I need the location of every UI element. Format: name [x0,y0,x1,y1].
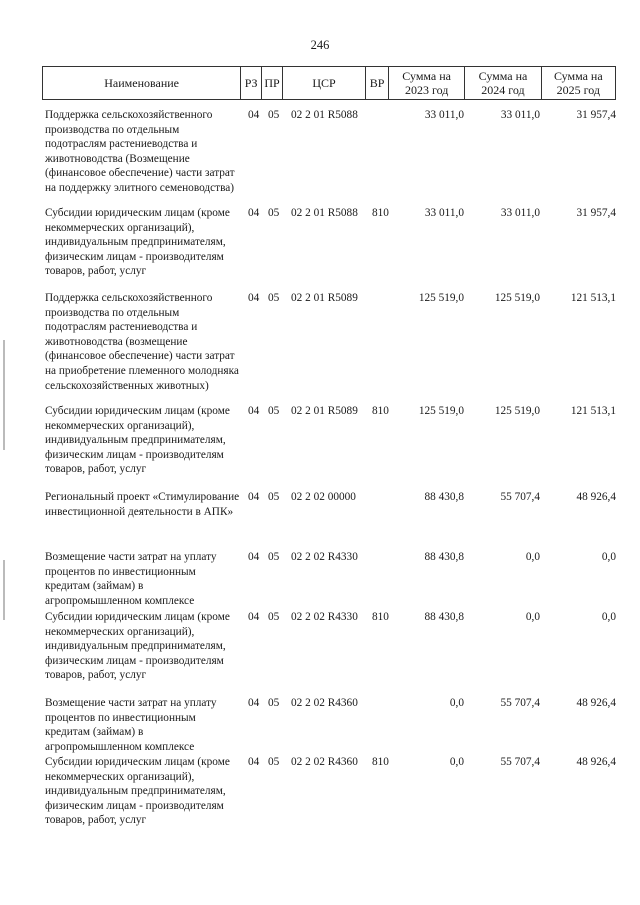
row-sum-2023: 88 430,8 [424,491,464,503]
row-sum-2023: 33 011,0 [424,207,464,219]
row-rz: 04 [248,109,260,121]
row-sum-2025: 121 513,1 [570,405,616,417]
header-pr: ПР [262,67,283,99]
row-rz: 04 [248,756,260,768]
header-sum-2023: Сумма на 2023 год [389,67,465,99]
row-rz: 04 [248,207,260,219]
row-sum-2024: 0,0 [525,551,540,563]
row-pr: 05 [268,109,280,121]
row-name: Субсидии юридическим лицам (кроме некоммерческих организаций), индивидуальным предпринимателям, физическим лицам - производителям товаров, работ, услуг [45,405,230,476]
header-rz: РЗ [241,67,262,99]
row-sum-2024: 125 519,0 [494,405,540,417]
row-csr: 02 2 02 00000 [291,491,356,503]
row-pr: 05 [268,292,280,304]
row-pr: 05 [268,611,280,623]
row-sum-2025: 0,0 [601,551,616,563]
table-header [42,66,616,100]
row-rz: 04 [248,697,260,709]
row-vr: 810 [372,611,389,623]
row-sum-2023: 0,0 [449,697,464,709]
row-pr: 05 [268,756,280,768]
row-rz: 04 [248,551,260,563]
row-pr: 05 [268,551,280,563]
row-pr: 05 [268,491,280,503]
row-name: Поддержка сельскохозяйственного производства по отдельным подотраслям растениеводства и животноводства (Возмещение (финансовое обеспечение) части затрат на поддержку элитного семеноводства) [45,109,235,194]
header-sum-2024: Сумма на 2024 год [465,67,541,99]
row-csr: 02 2 01 R5089 [291,292,358,304]
row-sum-2024: 125 519,0 [494,292,540,304]
row-pr: 05 [268,697,280,709]
row-name: Субсидии юридическим лицам (кроме некоммерческих организаций), индивидуальным предпринимателям, физическим лицам - производителям товаров, работ, услуг [45,207,230,278]
header-name: Наименование [43,67,241,99]
row-sum-2025: 48 926,4 [576,756,616,768]
row-sum-2024: 33 011,0 [500,207,540,219]
row-sum-2025: 31 957,4 [576,109,616,121]
row-sum-2024: 55 707,4 [500,756,540,768]
row-sum-2024: 55 707,4 [500,697,540,709]
margin-scan-mark [3,340,5,450]
row-vr: 810 [372,405,389,417]
row-sum-2025: 31 957,4 [576,207,616,219]
row-sum-2023: 88 430,8 [424,611,464,623]
row-csr: 02 2 02 R4360 [291,697,358,709]
row-name: Возмещение части затрат на уплату процентов по инвестиционным кредитам (займам) в агропромышленном комплексе [45,697,217,753]
margin-scan-mark [3,560,5,620]
row-csr: 02 2 02 R4330 [291,611,358,623]
row-pr: 05 [268,405,280,417]
row-vr: 810 [372,756,389,768]
row-name: Поддержка сельскохозяйственного производства по отдельным подотраслям растениеводства и животноводства (возмещение (финансовое обеспечение) части затрат на приобретение племенного молодняка сельскохозяйственных животных) [45,292,239,392]
row-name: Субсидии юридическим лицам (кроме некоммерческих организаций), индивидуальным предпринимателям, физическим лицам - производителям товаров, работ, услуг [45,756,230,827]
row-sum-2024: 33 011,0 [500,109,540,121]
row-csr: 02 2 02 R4360 [291,756,358,768]
header-csr: ЦСР [283,67,366,99]
row-name: Региональный проект «Стимулирование инвестиционной деятельности в АПК» [45,491,240,518]
row-rz: 04 [248,491,260,503]
row-name: Возмещение части затрат на уплату процентов по инвестиционным кредитам (займам) в агропромышленном комплексе [45,551,217,607]
row-sum-2025: 121 513,1 [570,292,616,304]
row-sum-2024: 0,0 [525,611,540,623]
row-sum-2023: 125 519,0 [418,405,464,417]
row-csr: 02 2 02 R4330 [291,551,358,563]
row-rz: 04 [248,292,260,304]
row-sum-2023: 33 011,0 [424,109,464,121]
header-vr: ВР [366,67,389,99]
row-name: Субсидии юридическим лицам (кроме некоммерческих организаций), индивидуальным предпринимателям, физическим лицам - производителям товаров, работ, услуг [45,611,230,682]
row-sum-2023: 0,0 [449,756,464,768]
row-sum-2024: 55 707,4 [500,491,540,503]
row-csr: 02 2 01 R5089 [291,405,358,417]
row-csr: 02 2 01 R5088 [291,109,358,121]
row-pr: 05 [268,207,280,219]
row-sum-2023: 88 430,8 [424,551,464,563]
row-csr: 02 2 01 R5088 [291,207,358,219]
row-rz: 04 [248,611,260,623]
row-sum-2025: 48 926,4 [576,697,616,709]
row-sum-2023: 125 519,0 [418,292,464,304]
row-sum-2025: 0,0 [601,611,616,623]
row-rz: 04 [248,405,260,417]
header-sum-2025: Сумма на 2025 год [553,69,603,97]
page-number: 246 [310,38,330,52]
row-vr: 810 [372,207,389,219]
row-sum-2025: 48 926,4 [576,491,616,503]
